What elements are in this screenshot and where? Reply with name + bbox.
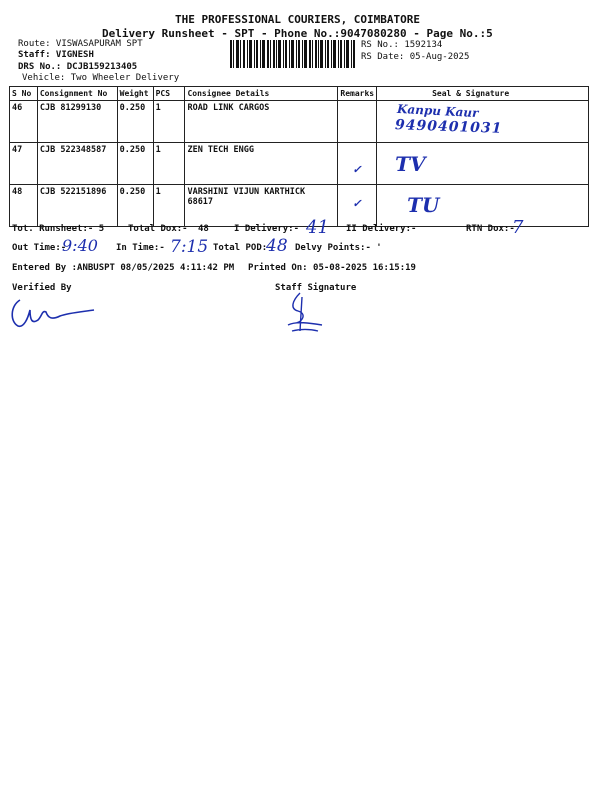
cell-signature (377, 101, 589, 143)
cell-remark (338, 143, 377, 185)
col-header-remarks: Remarks (338, 87, 377, 101)
check-mark-icon: ✓ (352, 163, 362, 176)
cell-weight: 0.250 (117, 101, 153, 143)
barcode-image (230, 40, 355, 68)
vehicle-label: Vehicle: Two Wheeler Delivery (22, 73, 180, 83)
rs-number: RS No.: 1592134 (361, 40, 443, 50)
printed-on: Printed On: 05-08-2025 16:15:19 (248, 263, 416, 273)
cell-sno: 46 (10, 101, 38, 143)
signature-name-handwritten: Kanpu Kaur (396, 101, 479, 121)
cell-signature (377, 185, 589, 227)
signature-handwritten: TU (407, 193, 440, 217)
i-delivery-handwritten: 41 (306, 217, 329, 238)
verified-by-label: Verified By (12, 283, 72, 293)
total-pod-label: Total POD:- (213, 243, 273, 253)
verified-signature-image (8, 296, 98, 330)
delvy-points-label: Delvy Points:- ' (295, 243, 382, 253)
total-dox-value: 48 (198, 224, 209, 234)
runsheet-table (9, 86, 589, 227)
total-dox-label: Total Dox:- (128, 224, 188, 234)
cell-pcs: 1 (153, 143, 185, 185)
tot-runsheet: Tot. Runsheet:- 5 (12, 224, 105, 234)
in-time-handwritten: 7:15 (170, 237, 209, 257)
rs-date: RS Date: 05-Aug-2025 (361, 52, 470, 62)
entered-by: Entered By :ANBUSPT 08/05/2025 4:11:42 PM (12, 263, 235, 273)
drs-number: DRS No.: DCJB159213405 (18, 62, 138, 72)
signature-phone-handwritten: 9490401031 (394, 117, 503, 137)
staff-label: Staff: VIGNESH (18, 50, 94, 60)
cell-remark (338, 185, 377, 227)
cell-consignment: CJB 522151896 (37, 185, 117, 227)
table-header-row (10, 87, 589, 101)
table-row (10, 143, 589, 185)
rtn-dox-handwritten: 7 (512, 217, 524, 238)
cell-weight: 0.250 (117, 143, 153, 185)
cell-sno: 47 (10, 143, 38, 185)
cell-pcs: 1 (153, 101, 185, 143)
cell-consignee: VARSHINI VIJUN KARTHICK 68617 (185, 185, 338, 227)
cell-consignee: ZEN TECH ENGG (185, 143, 338, 185)
table-row (10, 185, 589, 227)
col-header-signature: Seal & Signature (377, 87, 589, 101)
check-mark-icon: ✓ (352, 197, 362, 210)
total-pod-handwritten: 48 (266, 236, 288, 256)
col-header-pcs: PCS (153, 87, 185, 101)
in-time-label: In Time:- (116, 243, 165, 253)
col-header-consignment: Consignment No (37, 87, 117, 101)
runsheet-subtitle: Delivery Runsheet - SPT - Phone No.:9047080280 - Page No.:5 (102, 27, 493, 40)
cell-signature (377, 143, 589, 185)
i-delivery-label: I Delivery:- (234, 224, 300, 234)
cell-consignment: CJB 81299130 (37, 101, 117, 143)
route-label: Route: VISWASAPURAM SPT (18, 39, 143, 49)
cell-pcs: 1 (153, 185, 185, 227)
cell-consignee: ROAD LINK CARGOS (185, 101, 338, 143)
cell-consignment: CJB 522348587 (37, 143, 117, 185)
cell-remark (338, 101, 377, 143)
staff-signature-image (282, 291, 330, 337)
ii-delivery-label: II Delivery:- (346, 224, 417, 234)
cell-weight: 0.250 (117, 185, 153, 227)
company-title: THE PROFESSIONAL COURIERS, COIMBATORE (175, 13, 421, 26)
table-row (10, 101, 589, 143)
col-header-sno: S No (10, 87, 38, 101)
col-header-weight: Weight (117, 87, 153, 101)
out-time-label: Out Time:- (12, 243, 67, 253)
out-time-handwritten: 9:40 (62, 236, 98, 255)
col-header-consignee: Consignee Details (185, 87, 338, 101)
cell-sno: 48 (10, 185, 38, 227)
staff-signature-label: Staff Signature (275, 283, 357, 293)
rtn-dox-label: RTN Dox:- (466, 224, 515, 234)
signature-handwritten: TV (395, 152, 426, 176)
